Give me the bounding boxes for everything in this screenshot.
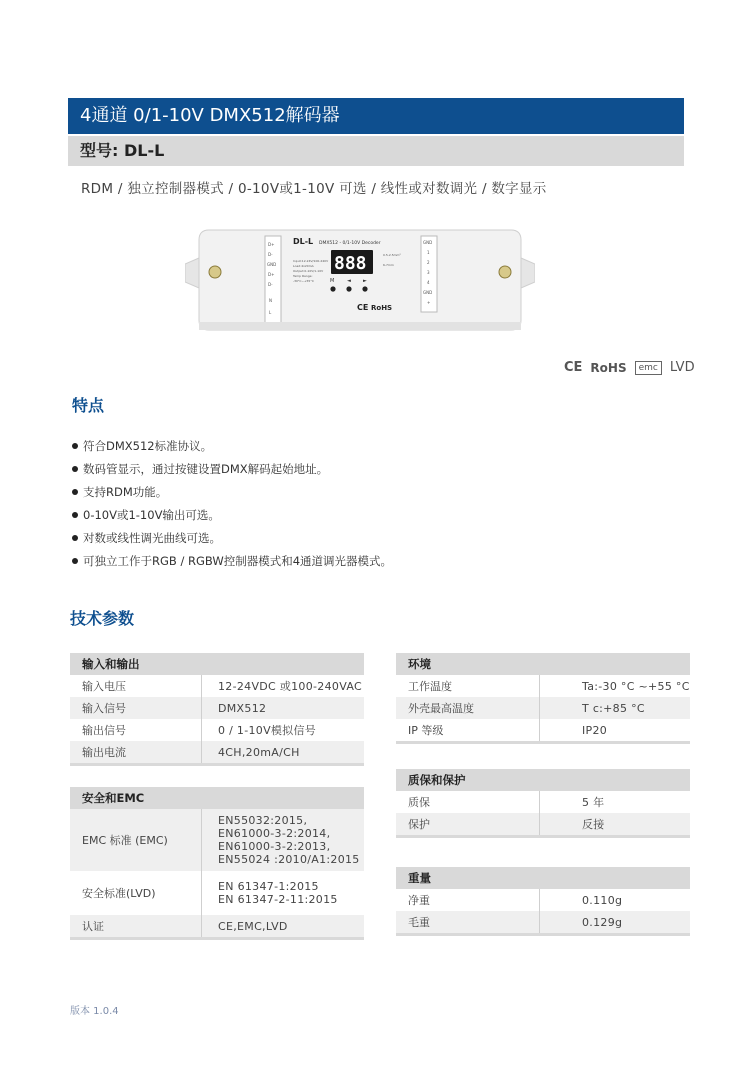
certification-marks — [564, 360, 695, 375]
device-ce-mark: CE — [357, 303, 369, 312]
weight-table — [396, 867, 690, 936]
svg-text:◄: ◄ — [347, 278, 351, 284]
device-rohs-mark: RoHS — [371, 304, 393, 312]
device-model-label: DL-L — [293, 237, 314, 246]
features-title: 特点 — [72, 396, 105, 415]
table-row: 净重 0.110g — [396, 889, 690, 911]
terminal-label: GND — [423, 240, 433, 245]
svg-text:Output:0-10V/1-10V: Output:0-10V/1-10V — [293, 269, 324, 273]
svg-text:M: M — [330, 278, 335, 284]
terminal-label: 2 — [427, 260, 430, 265]
table-row: 毛重 0.129g — [396, 911, 690, 933]
digital-display: 888 — [334, 253, 367, 274]
table-row: 输出电流 4CH,20mA/CH — [70, 741, 364, 763]
ce-mark: CE — [564, 360, 583, 375]
terminal-label: 1 — [427, 250, 430, 255]
terminal-label: N — [269, 298, 272, 303]
terminal-label: L — [269, 310, 272, 315]
table-header: 质保和保护 — [396, 769, 690, 791]
table-row: 保护 反接 — [396, 813, 690, 835]
svg-text:Temp Range:: Temp Range: — [293, 274, 313, 278]
emc-mark: emc — [635, 361, 662, 375]
terminal-label: 4 — [427, 280, 430, 285]
table-header: 输入和输出 — [70, 653, 364, 675]
svg-text:0.5-2.5mm²: 0.5-2.5mm² — [383, 253, 401, 257]
terminal-label: D- — [268, 252, 273, 257]
table-header: 安全和EMC — [70, 787, 364, 809]
table-header: 重量 — [396, 867, 690, 889]
list-item: 数码管显示，通过按键设置DMX解码起始地址。 — [72, 457, 392, 480]
warranty-table — [396, 769, 690, 838]
terminal-label: GND — [267, 262, 277, 267]
table-row: IP 等级 IP20 — [396, 719, 690, 741]
io-table — [70, 653, 364, 766]
product-summary: RDM / 独立控制器模式 / 0-10V或1-10V 可选 / 线性或对数调光 / 数字显示 — [81, 181, 547, 197]
table-row: 输入信号 DMX512 — [70, 697, 364, 719]
list-item: 对数或线性调光曲线可选。 — [72, 526, 392, 549]
terminal-label: D+ — [268, 242, 275, 247]
version-label: 版本 1.0.4 — [70, 1006, 119, 1017]
terminal-label: D+ — [268, 272, 275, 277]
rohs-mark: RoHS — [590, 360, 627, 375]
table-header: 环境 — [396, 653, 690, 675]
table-row: 输出信号 0 / 1-10V模拟信号 — [70, 719, 364, 741]
safety-table — [70, 787, 364, 940]
table-row: 输入电压 12-24VDC 或100-240VAC — [70, 675, 364, 697]
list-item: 支持RDM功能。 — [72, 480, 392, 503]
list-item: 符合DMX512标准协议。 — [72, 434, 392, 457]
model-label: 型号: DL-L — [68, 136, 684, 166]
svg-text:Load:4x20mA: Load:4x20mA — [293, 264, 314, 268]
terminal-label: 3 — [427, 270, 430, 275]
svg-text:-30°C~+55°C: -30°C~+55°C — [293, 279, 314, 283]
product-image — [185, 218, 535, 338]
terminal-label: D- — [268, 282, 273, 287]
list-item: 0-10V或1-10V输出可选。 — [72, 503, 392, 526]
device-name-label: DMX512 - 0/1-10V Decoder — [319, 241, 381, 246]
page-title: 4通道 0/1-10V DMX512解码器 — [68, 98, 684, 134]
table-row: 认证 CE,EMC,LVD — [70, 915, 364, 937]
table-row: 工作温度 Ta:-30 °C ~+55 °C — [396, 675, 690, 697]
terminal-label: GND — [423, 290, 433, 295]
specs-title: 技术参数 — [70, 609, 135, 628]
svg-text:Input:12-24V/100-240V: Input:12-24V/100-240V — [293, 259, 329, 263]
features-list — [72, 434, 392, 572]
terminal-label: + — [427, 300, 431, 305]
table-row: 外壳最高温度 T c:+85 °C — [396, 697, 690, 719]
table-row: 安全标准(LVD) EN 61347-1:2015 EN 61347-2-11:2015 — [70, 871, 364, 915]
environment-table — [396, 653, 690, 744]
table-row: 质保 5 年 — [396, 791, 690, 813]
svg-text:6-7mm: 6-7mm — [383, 263, 394, 267]
svg-text:►: ► — [363, 278, 367, 284]
list-item: 可独立工作于RGB / RGBW控制器模式和4通道调光器模式。 — [72, 549, 392, 572]
table-row: EMC 标准 (EMC) EN55032:2015, EN61000-3-2:2014, EN61000-3-2:2013, EN55024 :2010/A1:2015 — [70, 809, 364, 871]
lvd-mark: LVD — [669, 360, 695, 375]
